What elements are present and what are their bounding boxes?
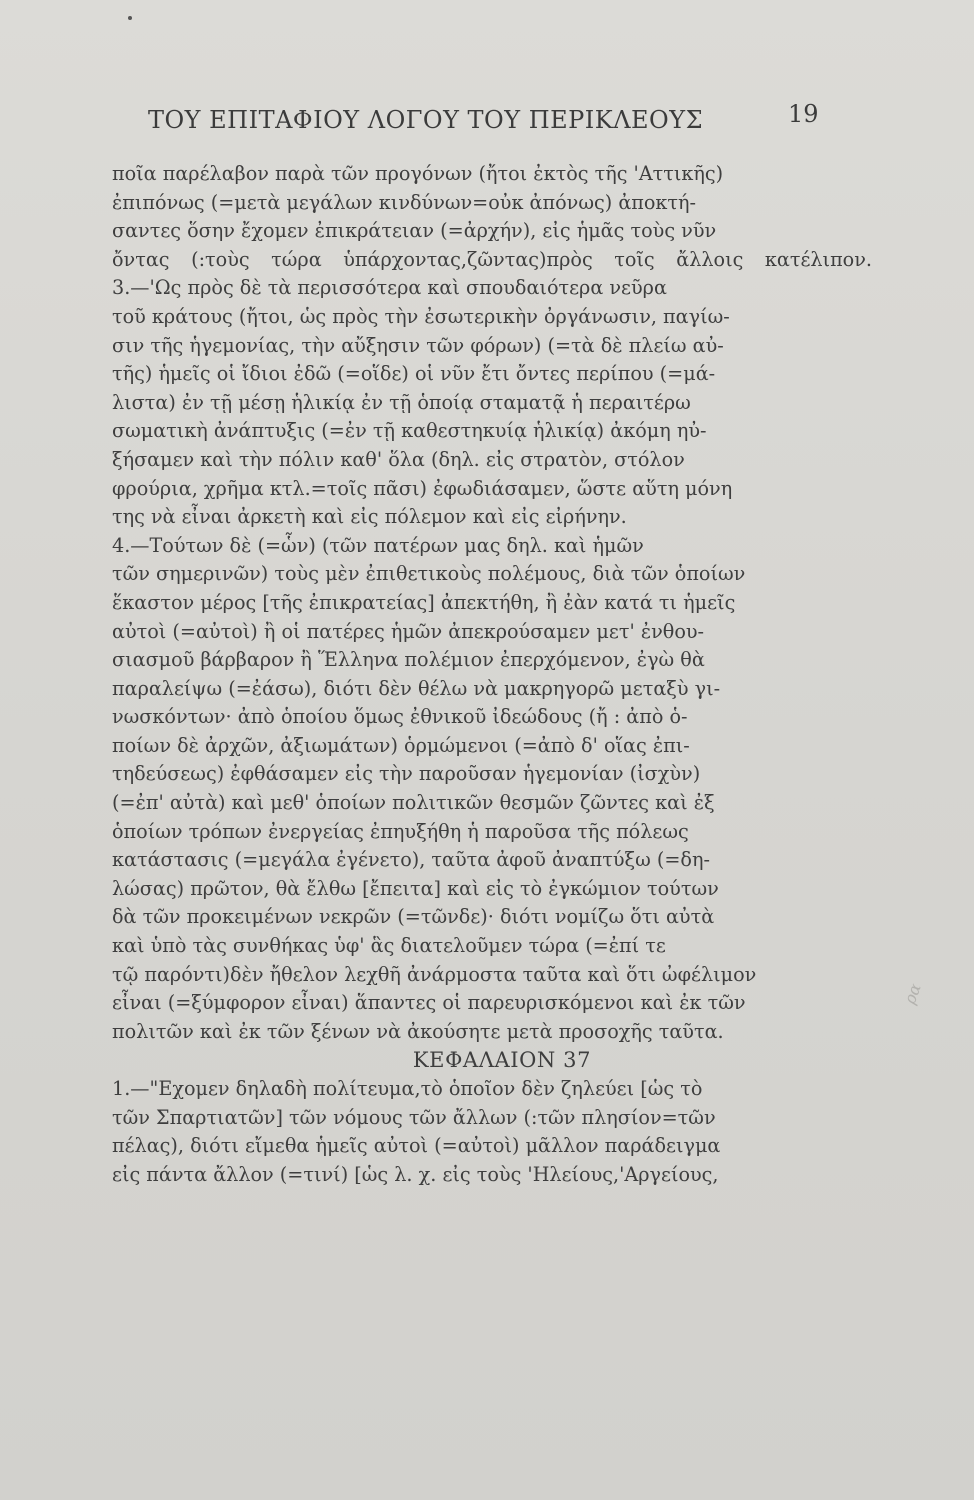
- text-line: ποῖα παρέλαβον παρὰ τῶν προγόνων (ἤτοι ἐκτὸς τῆς 'Αττικῆς): [112, 162, 724, 185]
- text-line: σωματικὴ ἀνάπτυξις (=ἐν τῇ καθεστηκυίᾳ ἡλικίᾳ) ἀκόμη ηὐ-: [112, 419, 707, 443]
- text-line: τῶν σημερινῶν) τοὺς μὲν ἐπιθετικοὺς πολέμους, διὰ τῶν ὁποίων: [112, 562, 746, 586]
- text-line: τῶν Σπαρτιατῶν] τῶν νόμους τῶν ἄλλων (:τῶν πλησίον=τῶν: [112, 1105, 716, 1129]
- page-number: 19: [788, 100, 819, 128]
- text-line: λώσας) πρῶτον, θὰ ἔλθω [ἔπειτα] καὶ εἰς τὸ ἐγκώμιον τούτων: [112, 876, 719, 900]
- text-line: παραλείψω (=ἐάσω), διότι δὲν θέλω νὰ μακρηγορῶ μεταξὺ γι-: [112, 676, 721, 700]
- text-line: σιασμοῦ βάρβαρον ἢ Ἕλληνα πολέμιον ἐπερχόμενον, ἐγὼ θὰ: [112, 648, 705, 672]
- text-line: τηδεύσεως) ἐφθάσαμεν εἰς τὴν παροῦσαν ἡγεμονίαν (ἰσχὺν): [112, 762, 701, 786]
- text-line: νωσκόντων· ἀπὸ ὁποίου ὅμως ἐθνικοῦ ἰδεώδους (ἤ : ἀπὸ ὁ-: [112, 705, 688, 729]
- text-line: ξήσαμεν καὶ τὴν πόλιν καθ' ὅλα (δηλ. εἰς στρατὸν, στόλον: [112, 447, 685, 471]
- text-line: αὐτοὶ (=αὐτοὶ) ἢ οἱ πατέρες ἡμῶν ἀπεκρούσαμεν μετ' ἐνθου-: [112, 619, 705, 643]
- text-line: τῷ παρόντι)δὲν ἤθελον λεχθῆ ἀνάρμοστα ταῦτα καὶ ὅτι ὠφέλιμον: [112, 962, 757, 986]
- text-line: τοῦ κράτους (ἤτοι, ὡς πρὸς τὴν ἐσωτερικὴν ὀργάνωσιν, παγίω-: [112, 304, 730, 328]
- text-line: ὁποίων τρόπων ἐνεργείας ἐπηυξήθη ἡ παροῦσα τῆς πόλεως: [112, 819, 689, 843]
- text-line: της νὰ εἶναι ἀρκετὴ καὶ εἰς πόλεμον καὶ εἰς εἰρήνην.: [112, 505, 627, 529]
- chapter-heading: ΚΕΦΑΛΑΙΟΝ 37: [412, 1048, 592, 1073]
- text-line: καὶ ὑπὸ τὰς συνθήκας ὑφ' ἃς διατελοῦμεν τώρα (=ἐπί τε: [112, 934, 666, 958]
- text-line: τῆς) ἡμεῖς οἱ ἴδιοι ἐδῶ (=οἵδε) οἱ νῦν ἔτι ὄντες περίπου (=μά-: [112, 362, 716, 386]
- text-line: πολιτῶν καὶ ἐκ τῶν ξένων νὰ ἀκούσητε μετὰ προσοχῆς ταῦτα.: [112, 1019, 724, 1043]
- text-line: δὰ τῶν προκειμένων νεκρῶν (=τῶνδε)· διότι νομίζω ὅτι αὐτὰ: [112, 905, 715, 929]
- body-text: [112, 160, 872, 1189]
- text-line: 3.—'Ως πρὸς δὲ τὰ περισσότερα καὶ σπουδαιότερα νεῦρα: [112, 276, 667, 300]
- text-line: κατάστασις (=μεγάλα ἐγένετο), ταῦτα ἀφοῦ ἀναπτύξω (=δη-: [112, 848, 710, 872]
- text-line: ἐπιπόνως (=μετὰ μεγάλων κινδύνων=οὐκ ἀπόνως) ἀποκτή-: [112, 190, 697, 214]
- text-line: σιν τῆς ἡγεμονίας, τὴν αὔξησιν τῶν φόρων) (=τὰ δὲ πλείω αὐ-: [112, 333, 724, 357]
- running-head: ΤΟΥ ΕΠΙΤΑΦΙΟΥ ΛΟΓΟΥ ΤΟΥ ΠΕΡΙΚΛΕΟΥΣ: [148, 106, 704, 134]
- text-line: ποίων δὲ ἀρχῶν, ἀξιωμάτων) ὁρμώμενοι (=ἀπὸ δ' οἵας ἐπι-: [112, 733, 690, 757]
- text-line: ἕκαστον μέρος [τῆς ἐπικρατείας] ἀπεκτήθη, ἢ ἐὰν κατά τι ἡμεῖς: [112, 590, 736, 614]
- text-line: 4.—Τούτων δὲ (=ὧν) (τῶν πατέρων μας δηλ. καὶ ἡμῶν: [112, 533, 644, 557]
- text-line: εἰς πάντα ἄλλον (=τινί) [ὡς λ. χ. εἰς τοὺς 'Ηλείους,'Αργείους,: [112, 1162, 719, 1186]
- margin-pencil-note: ρα: [900, 981, 925, 1007]
- page-speck: [128, 16, 132, 20]
- text-line: 1.—"Εχομεν δηλαδὴ πολίτευμα,τὸ ὁποῖον δὲν ζηλεύει [ὡς τὸ: [112, 1077, 703, 1100]
- text-line: λιστα) ἐν τῇ μέσῃ ἡλικίᾳ ἐν τῇ ὁποίᾳ σταματᾷ ἡ περαιτέρω: [112, 390, 691, 414]
- text-line: εἶναι (=ξύμφορον εἶναι) ἅπαντες οἱ παρευρισκόμενοι καὶ ἐκ τῶν: [112, 991, 746, 1015]
- text-line: φρούρια, χρῆμα κτλ.=τοῖς πᾶσι) ἐφωδιάσαμεν, ὥστε αὕτη μόνη: [112, 476, 733, 500]
- text-line: (=ἐπ' αὐτὰ) καὶ μεθ' ὁποίων πολιτικῶν θεσμῶν ζῶντες καὶ ἐξ: [112, 791, 715, 815]
- text-line: πέλας), διότι εἴμεθα ἡμεῖς αὐτοὶ (=αὐτοὶ) μᾶλλον παράδειγμα: [112, 1134, 721, 1158]
- text-line: ὄντας (:τοὺς τώρα ὑπάρχοντας,ζῶντας)πρὸς τοῖς ἄλλοις κατέλιπον.: [112, 247, 872, 271]
- text-line: σαντες ὅσην ἔχομεν ἐπικράτειαν (=ἀρχήν), εἰς ἡμᾶς τοὺς νῦν: [112, 219, 717, 243]
